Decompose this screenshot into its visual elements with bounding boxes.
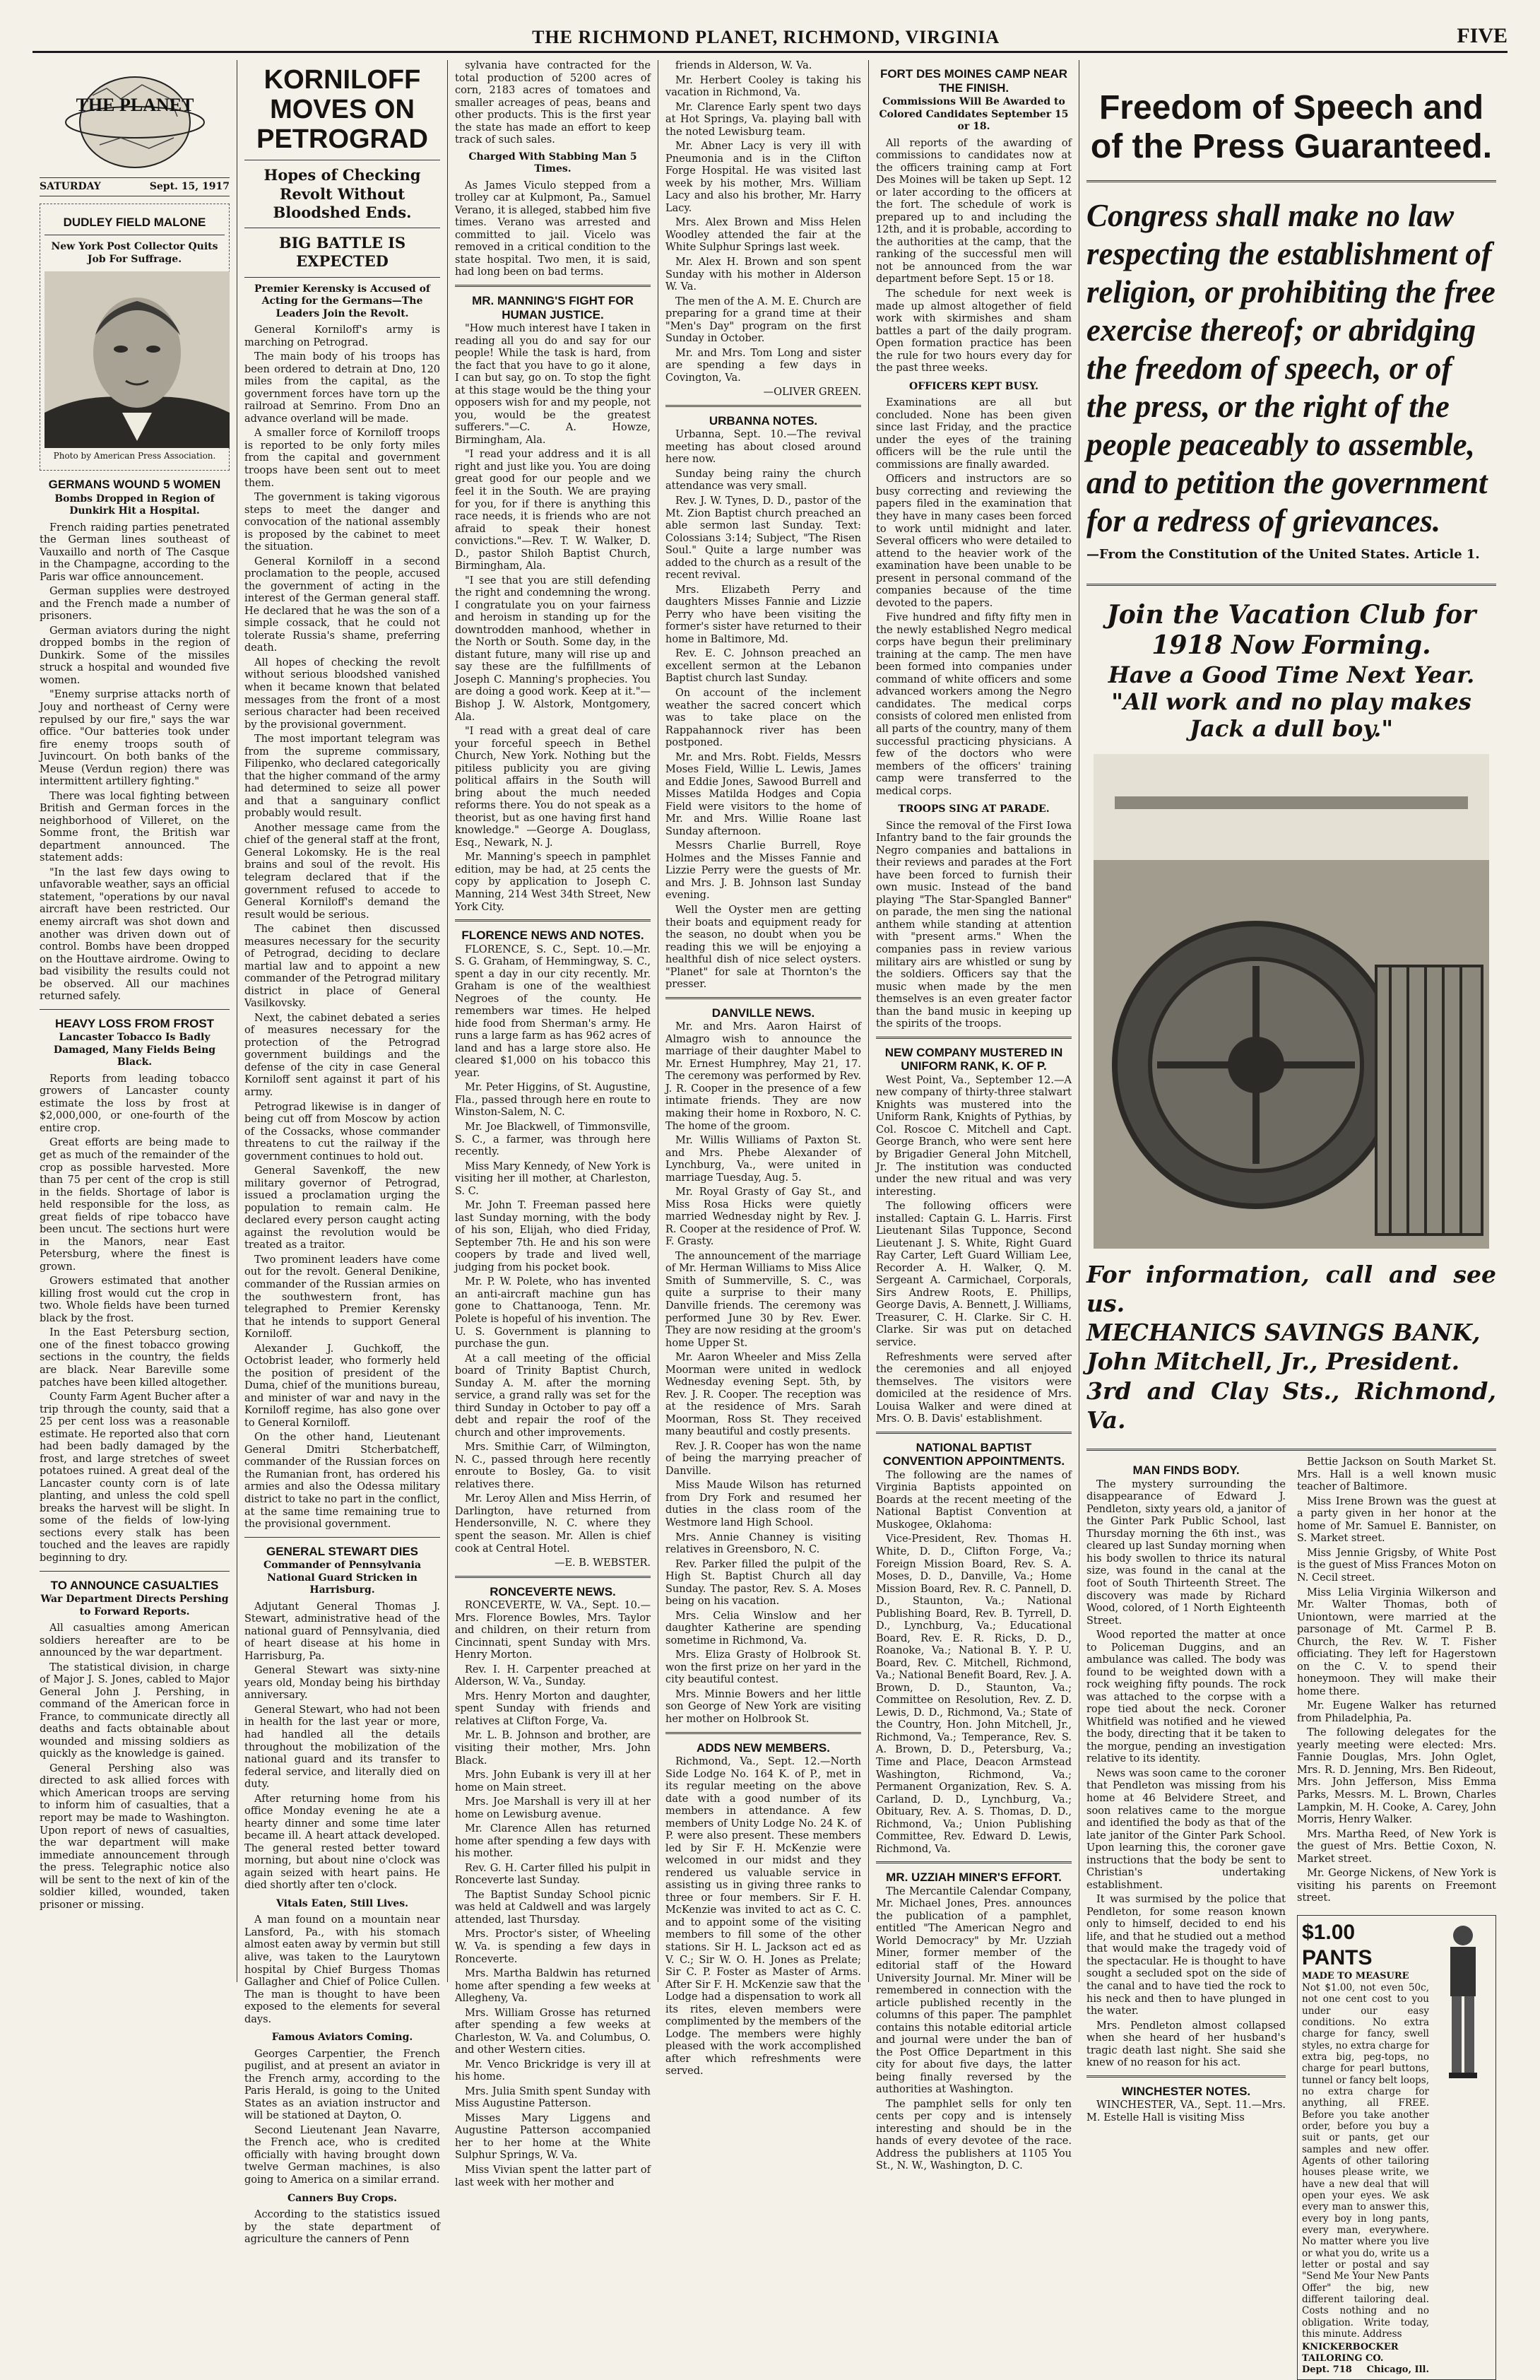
bank-president: John Mitchell, Jr., President.: [1086, 1348, 1460, 1376]
malone-box: [40, 204, 230, 471]
paragraph: Wood reported the matter at once to Policeman Duggins, and an ambulance was called. The body was found to be weighted down with a rock weighing fifty pounds. The rock was attached to the corpse with a rope tied about the neck. Coroner Whitfield was notified and he viewed the body, directing that it be taken to the morgue, pending an investigation relative to its identity.: [1086, 1630, 1286, 1765]
paragraph: The following officers were installed: Captain G. L. Harris. First Lieutenant Silas Tupponce, Second Lieutenant J. S. White, Right Guard Ray Carter, Left Guard William Lee, Recorder A. H. Walker, Q. M. Sergeant A. Carmichael, Corporals, Sirs Andrew Roots, E. Phillips, George Davis, A. Bennett, J. Williams, Treasurer, C. H. Clarke. Sir C. H. Clarke. Sir was put on detached service.: [876, 1201, 1072, 1348]
paragraph: At a call meeting of the official board of Trinity Baptist Church, Sunday A. M. after the morning service, a grand rally was set for the third Sunday in October to pay off a debt and repair the roof of the church and other improvements.: [455, 1353, 651, 1439]
paragraph: Miss Vivian spent the latter part of last week with her mother and: [455, 2164, 651, 2188]
paragraph: The most important telegram was from the supreme commissary, Filipenko, who declared categorically that the higher command of the army had determined to seize all power and that a sanguinary conflict probably would result.: [244, 734, 440, 820]
issue-day: SATURDAY: [40, 181, 101, 192]
paragraph: General Korniloff's army is marching on Petrograd.: [244, 324, 440, 348]
paragraph: Mr. Leroy Allen and Miss Herrin, of Darlington, have returned from Hendersonville, N. C. where they spent the season. Mr. Allen is chief cook at Central Hotel.: [455, 1493, 651, 1555]
paragraph: Next, the cabinet debated a series of measures necessary for the protection of the Petrograd government buildings and the defense of the city in case General Korniloff sent against it part of his army.: [244, 1012, 440, 1099]
paragraph: Urbanna, Sept. 10.—The revival meeting has about closed around here now.: [665, 429, 861, 466]
paragraph: Mr. Peter Higgins, of St. Augustine, Fla., passed through here en route to Winston-Salem, N. C.: [455, 1082, 651, 1119]
paragraph: "Enemy surprise attacks north of Jouy and northeast of Cerny were repulsed by our fire," says the war office. "Our batteries took under fire enemy troops south of Juvincourt. On both banks of the Meuse (Verdun region) there was intermittent artillery fighting.": [40, 689, 230, 788]
bank-vault-photo-icon: [1094, 754, 1489, 1249]
paragraph: Mr. John T. Freeman passed here last Sunday morning, with the body of his son, Elijah, who died Friday, September 7th. He and his son were coopers by trade and lived well, judging from his pocket book.: [455, 1200, 651, 1273]
signature: —E. B. WEBSTER.: [554, 1557, 651, 1569]
paragraph: Alexander J. Guchkoff, the Octobrist leader, who formerly held the position of president of the Duma, chief of the munitions bureau, and minister of war and navy in the Korniloff regime, has also gone over to General Korniloff.: [244, 1343, 440, 1429]
paragraph: "I read with a great deal of care your forceful speech in Bethel Church, New York. Nothing but the pitiless publicity you are giving political affairs in the South will bring about the much needed reforms there. You do not speak as a theorist, but as one having first hand knowledge." —George A. Douglass, Esq., Newark, N. J.: [455, 726, 651, 849]
paragraph: Georges Carpentier, the French pugilist, and at present an aviator in the French army, according to the Paris Herald, is going to the United States as an aviation instructor and will be stationed at Dayton, O.: [244, 2048, 440, 2122]
main-headline: KORNILOFF MOVES ON PETROGRAD: [256, 65, 428, 154]
column-2: [237, 60, 448, 2246]
photo-caption: Photo by American Press Association.: [53, 451, 216, 461]
paragraph: RONCEVERTE, W. VA., Sept. 10.—Mrs. Florence Bowles, Mrs. Taylor and children, on their return from Cincinnati, spent Sunday with Mrs. Henry Morton.: [455, 1600, 651, 1661]
paragraph: Petrograd likewise is in danger of being cut off from Moscow by action of the Cossacks, whose commander threatens to cut the railway if the government continues to hold out.: [244, 1101, 440, 1162]
headline: GERMANS WOUND 5 WOMEN: [48, 478, 221, 491]
paragraph: WINCHESTER, VA., Sept. 11.—Mrs. M. Estelle Hall is visiting Miss: [1086, 2099, 1286, 2123]
paragraph: Mr. Clarence Allen has returned home after spending a few days with his mother.: [455, 1823, 651, 1860]
paragraph: A man found on a mountain near Lansford, Pa., with his stomach almost eaten away by vermin but still alive, was taken to the Laurytown hospital by Chief Burgess Thomas Gallagher and Chief of Police Cullen. The man is thought to have been exposed to the elements for several days.: [244, 1914, 440, 2025]
column-1: [32, 60, 237, 1982]
deck: Premier Kerensky is Accused of Acting for the Germans—The Leaders Join the Revolt.: [254, 283, 430, 319]
paragraph: Mrs. William Grosse has returned after spending a few weeks at Charleston, W. Va. and Columbus, O. and other Western cities.: [455, 2007, 651, 2056]
paragraph: The cabinet then discussed measures necessary for the security of Petrograd, deciding to declare martial law and to appoint a new commander of the Petrograd military district in place of General Vasilkovsky.: [244, 924, 440, 1010]
paragraph: "In the last few days owing to unfavorable weather, says an official statement, "operations by our naval aircraft have been restricted. Our enemy aircraft was shot down and another was driven down out of control. Bombs have been dropped on the Houttave airdrome. Owing to bad visibility the results could not be observed. All our machines returned safely.: [40, 866, 230, 1003]
deck: Hopes of Checking Revolt Without Bloodshed Ends.: [263, 166, 421, 221]
paragraph: Since the removal of the First Iowa Infantry band to the fair grounds the Negro companies and battalions in their reviews and parades at the Fort have been forced to furnish their own music. Instead of the band playing "The Star-Spangled Banner" on parade, the men sing the national anthem while standing at attention with "present arms." When the companies pass in review various military airs are whistled or sung by the soldiers. Officers say that the music when made by the men themselves is an even greater factor than the band music in keeping up the spirits of the troops.: [876, 820, 1072, 1030]
paragraph: Mr. L. B. Johnson and brother, are visiting their mother, Mrs. John Black.: [455, 1730, 651, 1767]
pants-dept: Dept. 718: [1302, 2364, 1352, 2375]
constitution-source: —From the Constitution of the United States. Article 1.: [1086, 547, 1480, 562]
paragraph: Refreshments were served after the ceremonies and all enjoyed themselves. The visitors were domiciled at the residence of Mrs. Louisa Walker and were dined at Mrs. O. B. Davis' establishment.: [876, 1351, 1072, 1425]
paragraph: Miss Mary Kennedy, of New York is visiting her ill mother, at Charleston, S. C.: [455, 1160, 651, 1197]
club-quote: "All work and no play makes Jack a dull boy.": [1111, 688, 1471, 743]
paragraph: Miss Maude Wilson has returned from Dry Fork and resumed her duties in the class room of the Westmore land High School.: [665, 1480, 861, 1528]
pants-made: MADE TO MEASURE: [1302, 1971, 1409, 1982]
paragraph: Rev. J. W. Tynes, D. D., pastor of the Mt. Zion Baptist church preached an able sermon last Sunday. Text: Colossians 3:14; Subject, "The Risen Soul." Quite a large number was added to the church as a result of the recent revival.: [665, 495, 861, 582]
pants-text: Not $1.00, not even 50c, not one cent cost to you under our easy conditions. No extra charge for fancy, swell styles, no extra charge for extra big, peg-tops, no charge for pearl buttons, tunnel or fancy belt loops, no extra charge for anything, all FREE. Before you take another order, before you buy a suit or pants, get our samples and new offer. Agents of other tailoring houses please write, we have a new deal that will open your eyes. We ask every man to answer this, every boy in long pants, every man, everywhere. No matter where you live or what you do, write us a letter or postal and say "Send Me Your New Pants Offer" the big, new different tailoring deal. Costs nothing and no obligation. Write today, this minute. Address: [1302, 1982, 1429, 2340]
paragraph: Mr. P. W. Polete, who has invented an anti-aircraft machine gun has gone to Chattanooga, Tenn. Mr. Polete is hopeful of his invention. The U. S. Government is planning to purchase the gun.: [455, 1276, 651, 1350]
headline: Charged With Stabbing Man 5 Times.: [468, 151, 637, 175]
headline: FLORENCE NEWS AND NOTES.: [461, 929, 644, 943]
portrait-photo-icon: [45, 271, 230, 448]
paragraph: Rev. G. H. Carter filled his pulpit in Ronceverte last Sunday.: [455, 1862, 651, 1887]
headline: GENERAL STEWART DIES: [266, 1544, 419, 1558]
constitution-text: Congress shall make no law respecting the establishment of religion, or prohibiting the free exercise thereof; or abridging the freedom of speech, or of the press, or the right of the people peaceably to assemble, and to petition the government for a redress of grievances.: [1086, 198, 1495, 539]
planet-logo-icon: [64, 67, 206, 173]
paragraph: The following delegates for the yearly meeting were elected: Mrs. Fannie Douglas, Mrs. John Oglet, Mrs. R. D. Jenning, Mrs. Ben Rideout, Mrs. John Jefferson, Miss Emma Parks, Messrs. M. L. Brown, Charles Lampkin, M. H. Cooke, A. Carey, John Morris, Henry Walker.: [1297, 1727, 1496, 1826]
paragraph: Mr. and Mrs. Tom Long and sister are spending a few days in Covington, Va.: [665, 347, 861, 384]
headline: MAN FINDS BODY.: [1132, 1463, 1240, 1478]
paragraph: A smaller force of Korniloff troops is reported to be only forty miles from the capital and government troops have been sent out to meet them.: [244, 428, 440, 489]
paragraph: Two prominent leaders have come out for the revolt. General Denikine, commander of the Russian armies on the southwestern front, has telegraphed to Premier Kerensky that he intends to support General Korniloff.: [244, 1254, 440, 1341]
paragraph: Mrs. Proctor's sister, of Wheeling W. Va. is spending a few days in Ronceverte.: [455, 1928, 651, 1965]
paragraph: Mrs. Julia Smith spent Sunday with Miss Augustine Patterson.: [455, 2085, 651, 2110]
paragraph: Reports from leading tobacco growers of Lancaster county estimate the loss by frost at $2,000,000, or one-fourth of the entire crop.: [40, 1073, 230, 1134]
paragraph: General Stewart, who had not been in health for the last year or more, had handled all the details throughout the mobilization of the national guard and its transfer to federal service, and literally died on duty.: [244, 1704, 440, 1791]
paragraph: Officers and instructors are so busy correcting and reviewing the papers filed in the examination that they have in many cases been forced to work until midnight and later. Several officers who were detailed to attend to the heavier work of the examination have been unable to be present in personal command of the companies because of the time devoted to the papers.: [876, 473, 1072, 609]
paragraph: General Stewart was sixty-nine years old, Monday being his birthday anniversary.: [244, 1665, 440, 1702]
pants-city: Chicago, Ill.: [1366, 2364, 1429, 2375]
paragraph: Five hundred and fifty fifty men in the newly established Negro medical corps have begun their preliminary training at the camp. The men have been formed into companies under command of white officers and some advanced workers among the Negro candidates. The medical corps consists of colored men enlisted from all parts of the country, many of them successful practicing physicians. A few of the doctors who were members of the officers' training camp were transferred to the medical corps.: [876, 612, 1072, 797]
paragraph: The mystery surrounding the disappearance of Edward J. Pendleton, sixty years old, a janitor of the Ginter Park Public School, last Thursday morning the 6th inst., was cleared up last Sunday morning when his body swollen to thrice its natural size, was found in the canal at the foot of South Thirteenth Street. The discovery was made by Richard Wood, colored, of 1 North Eighteenth Street.: [1086, 1478, 1286, 1627]
paragraph: Mr. Aaron Wheeler and Miss Zella Moorman were united in wedlock Wednesday evening Sept. 5th, by Rev. J. R. Cooper. The reception was at the residence of Mrs. Sarah Moorman, Ross St. They received many beautiful and costly presents.: [665, 1352, 861, 1438]
paragraph: Mrs. Henry Morton and daughter, spent Sunday with friends and relatives at Clifton Forge, Va.: [455, 1690, 651, 1727]
paragraph: Rev. Parker filled the pulpit of the High St. Baptist Church all day Sunday. The pastor, Rev. S. A. Moses being on his vacation.: [665, 1558, 861, 1608]
paragraph: Mr. Eugene Walker has returned from Philadelphia, Pa.: [1297, 1700, 1496, 1724]
paragraph: French raiding parties penetrated the German lines southeast of Vauxaillo and north of The Casque in the Champagne, according to the Paris war office announcement.: [40, 522, 230, 583]
paragraph: On the other hand, Lieutenant General Dmitri Stcherbatcheff, commander of the Russian forces on the Rumanian front, has ordered his armies and also the Odessa military district to take no part in the conflict, at the same time remaining true to the provisional government.: [244, 1432, 440, 1531]
paragraph: Misses Mary Liggens and Augustine Patterson accompanied her to her home at the White Sulphur Springs, W. Va.: [455, 2112, 651, 2162]
paragraph: The statistical division, in charge of Major J. S. Jones, cabled to Major General John J. Pershing, in command of the American force in France, to communicate directly all deaths and facts obtainable about wounded and missing soldiers as quickly as the knowledge is gained.: [40, 1661, 230, 1760]
paragraph: Miss Jennie Grigsby, of White Post is the guest of Miss Frances Moton on N. Cecil street.: [1297, 1547, 1496, 1584]
newspaper-title: THE RICHMOND PLANET, RICHMOND, VIRGINIA: [532, 27, 1000, 47]
headline: TROOPS SING AT PARADE.: [898, 803, 1050, 815]
paragraph: The schedule for next week is made up almost altogether of field work with skirmishes and sham battles a part of the daily program. Open formation practice has been the rule for two hours every day for the past three weeks.: [876, 288, 1072, 375]
paragraph: As James Viculo stepped from a trolley car at Kulpmont, Pa., Samuel Verano, it is alleged, stabbed him five times. Verano was arrested and committed to jail. Vicelo was removed in a critical condition to the state hospital. Two men, it is said, had long been on bad terms.: [455, 179, 651, 278]
paragraph: Richmond, Va., Sept. 12.—North Side Lodge No. 164 K. of P., met in its regular meeting on the above date with a good number of its members in attendance. A few members of Unity Lodge No. 24 K. of P. were also present. These members led by Sir F. H. McKenzie were welcomed in our midst and they rendered us valuable service in assisting us in giving three ranks to three or four members. Sir F. H. McKenzie was invited to act as C. C. and to appoint some of the visiting members to fill some of the other stations. Sir H. L. Jackson act ed as V. C.; Sir W. O. H. Jones as Prelate; Sir C. P. Foster as Master of Arms. After Sir F. H. McKenzie saw that the Lodge had a dispensation to work all its rites, eleven members were complimented by the members of the Lodge. The members were highly pleased with the work accomplished after which refreshments were served.: [665, 1756, 861, 2078]
paragraph: Mrs. Elizabeth Perry and daughters Misses Fannie and Lizzie Perry who have been visiting the former's sister have returned to their home in Baltimore, Md.: [665, 584, 861, 645]
paragraph: The pamphlet sells for only ten cents per copy and is intensely interesting and should be in the hands of every devotee of the race. Address the publishers at 1105 You St., N. W., Washington, D. C.: [876, 2098, 1072, 2172]
paragraph: Examinations are all but concluded. None has been given since last Friday, and the practice under the eyes of the training officers will be the rule until the commissions are finally awarded.: [876, 397, 1072, 471]
paragraph: Mr. Joe Blackwell, of Timmonsville, S. C., a farmer, was through here recently.: [455, 1121, 651, 1158]
paragraph: The announcement of the marriage of Mr. Herman Williams to Miss Alice Smith of Summerville, S. C., was quite a surprise to their many Danville friends. The ceremony was performed June 30 by Rev. Ewer. They are now residing at the groom's home Upper St.: [665, 1250, 861, 1349]
paragraph: Adjutant General Thomas J. Stewart, administrative head of the national guard of Pennsylvania, died of heart disease at his home in Harrisburg, Pa.: [244, 1601, 440, 1662]
column-5: [869, 60, 1079, 2172]
paragraph: Miss Lelia Virginia Wilkerson and Mr. Walter Thomas, both of Uniontown, were married at the parsonage of Mt. Carmel P. B. Church, the Rev. W. T. Fisher officiating. They left for Hagerstown on the C. V. to spend their honeymoon. They will make their home there.: [1297, 1586, 1496, 1697]
paragraph: Mr. Manning's speech in pamphlet edition, may be had, at 25 cents the copy by application to Joseph C. Manning, 214 West 34th Street, New York City.: [455, 852, 651, 913]
paragraph: German supplies were destroyed and the French made a number of prisoners.: [40, 586, 230, 623]
headline: MR. MANNING'S FIGHT FOR HUMAN JUSTICE.: [472, 293, 634, 322]
paragraph: Vice-President, Rev. Thomas H. White, D. D., Clifton Forge, Va.; Foreign Mission Board, Rev. S. A. Moses, D. D., Danville, Va.; Home Mission Board, Rev. R. C. Pannell, D. D., Staunton, Va.; National Publishing Board, Rev. B. Tyrrell, D. D., Lynchburg, Va.; Educational Board, Rev. E. R. Ricks, D. D., Roanoke, Va.; National B. Y. P. U. Board, Rev. C. Mitchell, Richmond, Va.; National Benefit Board, Rev. J. A. Brown, D. D., Staunton, Va.; Committee on Resolution, Rev. Z. D. Lewis, D. D., Richmond, Va.; State of the Country, Hon. John Mitchell, Jr., Richmond, Va.; Temperance, Rev. S. A. Brown, D. D., Petersburg, Va.; Time and Place, Deacon Armstead Washington, Richmond, Va.; Permanent Organization, Rev. S. A. Carland, D. D., Lynchburg, Va.; Obituary, Rev. A. S. Thomas, D. D., Richmond, Va.; Union Publishing Committee, Rev. Edward D. Lewis, Richmond, Va.: [876, 1533, 1072, 1855]
paragraph: Mr. Abner Lacy is very ill with Pneumonia and is in the Clifton Forge Hospital. He was visited last week by his mother, Mrs. William Lacy and also his brother, Mr. Harry Lacy.: [665, 141, 861, 214]
paragraph: German aviators during the night dropped bombs in the region of Dunkirk. Some of the missiles struck a hospital and wounded five women.: [40, 625, 230, 686]
pants-ad: [1297, 1915, 1496, 2380]
paragraph: It was surmised by the police that Pendleton, for some reason known only to himself, decided to end his life, and that he studied out a method that would make the tragedy void of the spectacular. He is thought to have sought a secluded spot on the side of the canal and to have tied the rock to his neck and then to have plunged in the water.: [1086, 1894, 1286, 2017]
headline: DANVILLE NEWS.: [711, 1006, 815, 1020]
paragraph: General Korniloff in a second proclamation to the people, accused the government of acting in the interest of the German general staff. He declared that he was the son of a simple cossack, that he could not tolerate Russia's shame, preferring death.: [244, 555, 440, 654]
paragraph: Mrs. Martha Reed, of New York is the guest of Mrs. Bettie Coxon, N. Market street.: [1297, 1828, 1496, 1865]
club-line: Have a Good Time Next Year.: [1108, 661, 1475, 688]
masthead: [32, 24, 1508, 53]
paragraph: The main body of his troops has been ordered to detrain at Dno, 120 miles from the capital, as the government forces have torn up the railroad at Semrino. From Dno an advance overland will be made.: [244, 351, 440, 425]
headline: Canners Buy Crops.: [287, 2192, 398, 2204]
paragraph: Rev. E. C. Johnson preached an excellent sermon at the Lebanon Baptist church last Sunday.: [665, 648, 861, 685]
paragraph: Well the Oyster men are getting their boats and equipment ready for the season, no doubt when you be reading this we will be enjoying a healthful dish of nice select oysters. "Planet" for sale at Thornton's the presser.: [665, 905, 861, 991]
paragraph: The Baptist Sunday School picnic was held at Caldwell and was largely attended, last Thursday.: [455, 1889, 651, 1926]
paragraph: West Point, Va., September 12.—A new company of thirty-three stalwart Knights was mustered into the Uniform Rank, Knights of Pythias, by Col. Roscoe C. Mitchell and Capt. George Branch, who were sent here by Brigadier General John Mitchell, Jr. The institution was conducted under the new ritual and was very interesting.: [876, 1074, 1072, 1198]
paragraph: The government is taking vigorous steps to meet the danger and convocation of the national assembly is proposed by the cabinet to meet the situation.: [244, 492, 440, 553]
club-title: Join the Vacation Club for 1918 Now Forming.: [1106, 600, 1476, 661]
paragraph: Rev. I. H. Carpenter preached at Alderson, W. Va., Sunday.: [455, 1663, 651, 1688]
headline: ADDS NEW MEMBERS.: [697, 1740, 830, 1755]
deck: BIG BATTLE IS EXPECTED: [278, 234, 406, 271]
bank-line: For information, call and see us.: [1086, 1260, 1496, 1317]
paragraph: Mrs. Minnie Bowers and her little son George of New York are visiting her mother on Holbrook St.: [665, 1688, 861, 1725]
paragraph: County Farm Agent Bucher after a trip through the county, said that a 25 per cent loss was a reasonable estimate. He reported also that corn had been badly damaged by the frost, and large stretches of sweet potatoes ruined. A great deal of the Lancaster county corn is of late planting, and unless the cold spell breaks the harvest will be slight. In some of the fields of low-lying sections every stalk has been touched and the leaves are rapidly beginning to dry.: [40, 1391, 230, 1564]
column-3: [448, 60, 658, 2188]
headline: WINCHESTER NOTES.: [1121, 2084, 1251, 2098]
deck: New York Post Collector Quits Job For Suffrage.: [51, 241, 218, 265]
headline: RONCEVERTE NEWS.: [490, 1584, 616, 1598]
paragraph: Mr. Willis Williams of Paxton St. and Mrs. Phebe Alexander of Lynchburg, Va., were united in marriage Tuesday, Aug. 5.: [665, 1135, 861, 1184]
deck: Bombs Dropped in Region of Dunkirk Hit a Hospital.: [54, 493, 215, 517]
paragraph: FLORENCE, S. C., Sept. 10.—Mr. S. G. Graham, of Hemmingway, S. C., spent a day in our city recently. Mr. Graham is one of the wealthiest Negroes of the county. He remembers war times. He helped hide food from Sherman's army. He runs a large farm as has 962 acres of land and has a large store also. He cleared $1,000 on his tobacco this year.: [455, 943, 651, 1079]
paragraph: Mrs. Alex Brown and Miss Helen Woodley attended the fair at the White Sulphur Springs last week.: [665, 217, 861, 254]
signature: —OLIVER GREEN.: [763, 387, 861, 399]
paragraph: sylvania have contracted for the total production of 5200 acres of corn, 2183 acres of tomatoes and smaller acreages of peas, beans and other products. This is the first year the state has made an effort to keep track of such sales.: [455, 60, 651, 146]
headline: FORT DES MOINES CAMP NEAR THE FINISH.: [879, 67, 1068, 95]
headline: OFFICERS KEPT BUSY.: [909, 380, 1038, 392]
paragraph: Great efforts are being made to get as much of the remainder of the crop as possible harvested. More than 75 per cent of the crop is still in the fields. Shortage of labor is held responsible for the loss, as great fields of ripe tobacco have been uncut. The sections hurt were in the Manors, near East Petersburg, where the finest is grown.: [40, 1137, 230, 1273]
paragraph: Mr. Alex H. Brown and son spent Sunday with his mother in Alderson W. Va.: [665, 256, 861, 293]
freedom-title: Freedom of Speech and of the Press Guaranteed.: [1090, 89, 1493, 166]
paragraph: All hopes of checking the revolt without serious bloodshed vanished when it became known that belated messages from the front of a most serious character had been received by the provisional government.: [244, 656, 440, 731]
paragraph: According to the statistics issued by the state department of agriculture the canners of Penn: [244, 2209, 440, 2246]
column-6: [1079, 60, 1503, 2375]
headline: NEW COMPANY MUSTERED IN UNIFORM RANK, K. OF P.: [884, 1045, 1063, 1073]
bank-address: 3rd and Clay Sts., Richmond, Va.: [1086, 1377, 1496, 1434]
paragraph: General Savenkoff, the new military governor of Petrograd, issued a proclamation urging the population to remain calm. He declared every person caught acting against the revolution would be treated as a traitor.: [244, 1165, 440, 1251]
paragraph: On account of the inclement weather the sacred concert which was to take place on the Rappahannock river has been postponed.: [665, 687, 861, 749]
headline: URBANNA NOTES.: [709, 413, 818, 428]
paragraph: "How much interest have I taken in reading all you do and say for our people! While the task is hard, from the fact that you have to go it alone, I can but say, go on. To stop the fight at this stage would be the thing your opposers wish for and my people, not you, would be the greatest sufferers."—C. A. Howze, Birmingham, Ala.: [455, 323, 651, 446]
pants-company: KNICKERBOCKER TAILORING CO.: [1302, 2342, 1399, 2364]
paragraph: All reports of the awarding of commissions to candidates now at the officers training camp at Fort Des Moines will be taken up Sept. 12 or later according to the officers at the fort. The schedule of work is prepared up to and including the 12th, and it is probable, according to the authorities at the camp, that the ranking of the successful men will not be announced from the war department before Sept. 15 or 18.: [876, 137, 1072, 285]
headline: Vitals Eaten, Still Lives.: [276, 1897, 408, 1909]
paragraph: The following are the names of Virginia Baptists appointed on Boards at the recent meeting of the National Baptist Convention at Muskogee, Oklahoma:: [876, 1469, 1072, 1531]
deck: Commander of Pennsylvania National Guard Stricken in Harrisburg.: [263, 1560, 422, 1596]
paragraph: Mrs. Martha Baldwin has returned home after spending a few weeks at Allegheny, Va.: [455, 1968, 651, 2005]
paragraph: Mrs. Eliza Grasty of Holbrook St. won the first prize on her yard in the city beautiful contest.: [665, 1649, 861, 1686]
headline: TO ANNOUNCE CASUALTIES: [50, 1578, 219, 1592]
paragraph: Sunday being rainy the church attendance was very small.: [665, 468, 861, 493]
paragraph: Miss Irene Brown was the guest at a party given in her honor at the home of Mr. Samuel E. Bannister, on S. Market street.: [1297, 1495, 1496, 1545]
paragraph: Mrs. John Eubank is very ill at her home on Main street.: [455, 1769, 651, 1793]
paragraph: General Pershing also was directed to ask allied forces with which American troops are serving to inform him of casualties, that a report may be made to Washington. Upon report of news of casualties, the war department will make immediate announcement through the press. Telegraphic notice also will be sent to the next of kin of the soldier killed, wounded, taken prisoner or missing.: [40, 1762, 230, 1911]
paragraph: "I read your address and it is all right and just like you. You are doing great good for our people and we feel it in the South. We are praying for you, for if there is anything this race needs, it is friends who are not afraid to speak their honest convictions."—Rev. T. W. Walker, D. D., pastor Shiloh Baptist Church, Birmingham, Ala.: [455, 449, 651, 572]
man-figure-icon: [1435, 1920, 1491, 2090]
svg-text:THE PLANET: THE PLANET: [76, 95, 194, 115]
paragraph: There was local fighting between British and German forces in the neighborhood of Villeret, on the Somme front, the British war department announced. The statement adds:: [40, 790, 230, 864]
paragraph: friends in Alderson, W. Va.: [675, 60, 812, 71]
paragraph: Mrs. Celia Winslow and her daughter Katherine are spending sometime in Richmond, Va.: [665, 1610, 861, 1646]
paragraph: Mr. George Nickens, of New York is visiting his parents on Freemont street.: [1297, 1868, 1496, 1904]
paragraph: Mrs. Smithie Carr, of Wilmington, N. C., passed through here recently enroute to Bosley, Ga. to visit relatives there.: [455, 1442, 651, 1490]
paragraph: Messrs Charlie Burrell, Roye Holmes and the Misses Fannie and Lizzie Perry were the guests of Mr. and Mrs. J. B. Johnson last Sunday evening.: [665, 840, 861, 902]
headline: Famous Aviators Coming.: [271, 2032, 413, 2044]
paragraph: All casualties among American soldiers hereafter are to be announced by the war department.: [40, 1622, 230, 1659]
paragraph: After returning home from his office Monday evening he ate a hearty dinner and some time later became ill. A heart attack developed. The general rested better toward morning, but about nine o'clock was again seized with heart pains. He died shortly after ten o'clock.: [244, 1793, 440, 1892]
paragraph: Bettie Jackson on South Market St. Mrs. Hall is a well known music teacher of Baltimore.: [1297, 1456, 1496, 1493]
paragraph: Another message came from the chief of the general staff at the front, General Lokomsky. He is the real brains and soul of the revolt. His telegram declared that if the government refused to accede to General Korniloff's demand the result would be serious.: [244, 822, 440, 921]
issue-date: Sept. 15, 1917: [149, 181, 230, 192]
paragraph: News was soon came to the coroner that Pendleton was missing from his home at 46 Belvidere Street, and soon relatives came to the morgue and identified the body as that of the late janitor of the Ginter Park School. Upon learning this, the coroner gave instructions that the body be sent to Christian's undertaking establishment.: [1086, 1767, 1286, 1891]
headline: HEAVY LOSS FROM FROST: [54, 1016, 215, 1030]
paragraph: Mr. Clarence Early spent two days at Hot Springs, Va. playing ball with the noted Lewisburg team.: [665, 101, 861, 138]
paragraph: The Mercantile Calendar Company, Mr. Michael Jones, Pres. announces the publication of a pamphlet, entitled "The American Negro and World Democracy" by Mr. Uzziah Miner, former member of the editorial staff of the Howard University Journal. Mr. Miner will be remembered in connection with the article published recently in the columns of this paper. The pamphlet contains this notable editorial article and journal were under the ban of the Post Office Department in this city for about five days, the latter being finally reversed by the authorities at Washington.: [876, 1885, 1072, 2096]
paragraph: The men of the A. M. E. Church are preparing for a grand time at their "Men's Day" program on the first Sunday in October.: [665, 295, 861, 345]
deck: Lancaster Tobacco Is Badly Damaged, Many Fields Being Black.: [53, 1032, 216, 1068]
dateline: [40, 177, 230, 196]
paragraph: Mrs. Annie Channey is visiting relatives in Greensboro, N. C.: [665, 1531, 861, 1556]
paragraph: Mr. Venco Brickridge is very ill at his home.: [455, 2058, 651, 2083]
bank-name: MECHANICS SAVINGS BANK,: [1086, 1319, 1481, 1347]
paragraph: Second Lieutenant Jean Navarre, the French ace, who is credited officially with having brought down twelve German machines, is also going to America on a similar errand.: [244, 2124, 440, 2186]
deck: Commissions Will Be Awarded to Colored Candidates September 15 or 18.: [879, 96, 1069, 133]
headline: NATIONAL BAPTIST CONVENTION APPOINTMENTS.: [882, 1440, 1065, 1468]
paragraph: Growers estimated that another killing frost would cut the crop in two. Whole fields have been turned black by the frost.: [40, 1276, 230, 1324]
paragraph: Mr. Herbert Cooley is taking his vacation in Richmond, Va.: [665, 74, 861, 99]
paragraph: Mrs. Pendleton almost collapsed when she heard of her husband's tragic death last night. She said she knew of no reason for his act.: [1086, 2020, 1286, 2069]
paragraph: In the East Petersburg section, one of the finest tobacco growing sections in the country, the fields are black. Near Bareville some patches have been killed altogether.: [40, 1327, 230, 1389]
headline: DUDLEY FIELD MALONE: [63, 215, 206, 229]
page-number: FIVE: [1457, 24, 1508, 47]
headline: MR. UZZIAH MINER'S EFFORT.: [886, 1871, 1062, 1885]
deck: War Department Directs Pershing to Forward Reports.: [40, 1593, 229, 1618]
paragraph: Mr. and Mrs. Robt. Fields, Messrs Moses Field, Willie L. Lewis, James and Eddie Jones, Sawood Burrell and Misses Matilda Hodges and Copia Field were visitors to the home of Mr. and Mrs. Willie Roane last Sunday afternoon.: [665, 751, 861, 837]
paragraph: Mr. and Mrs. Aaron Hairst of Almagro wish to announce the marriage of their daughter Mabel to Mr. Ernest Humphrey, May 21, 17. The ceremony was performed by Rev. J. R. Cooper in the presence of a few intimate friends. They are now making their home in Roxboro, N. C. The home of the groom.: [665, 1021, 861, 1132]
paragraph: "I see that you are still defending the right and condemning the wrong. I congratulate you on your fairness and heroism in standing up for the downtrodden manhood, whether in the North or South. Some day, in the distant future, many will rise up and say these are the fulfillments of Joseph C. Manning's prophecies. You are doing a good work. Keep at it."—Bishop J. W. Alstork, Montgomery, Ala.: [455, 575, 651, 723]
column-4: [658, 60, 869, 2078]
paragraph: Mrs. Joe Marshall is very ill at her home on Lewisburg avenue.: [455, 1796, 651, 1820]
bank-ad: [1086, 1260, 1496, 1435]
paragraph: Rev. J. R. Cooper has won the name of being the marrying preacher of Danville.: [665, 1440, 861, 1477]
pants-price: $1.00 PANTS: [1302, 1920, 1373, 1970]
paragraph: Mr. Royal Grasty of Gay St., and Miss Rosa Hicks were quietly married Wednesday night by Rev. J. R. Cooper at the residence of Prof. W. F. Grasty.: [665, 1186, 861, 1248]
